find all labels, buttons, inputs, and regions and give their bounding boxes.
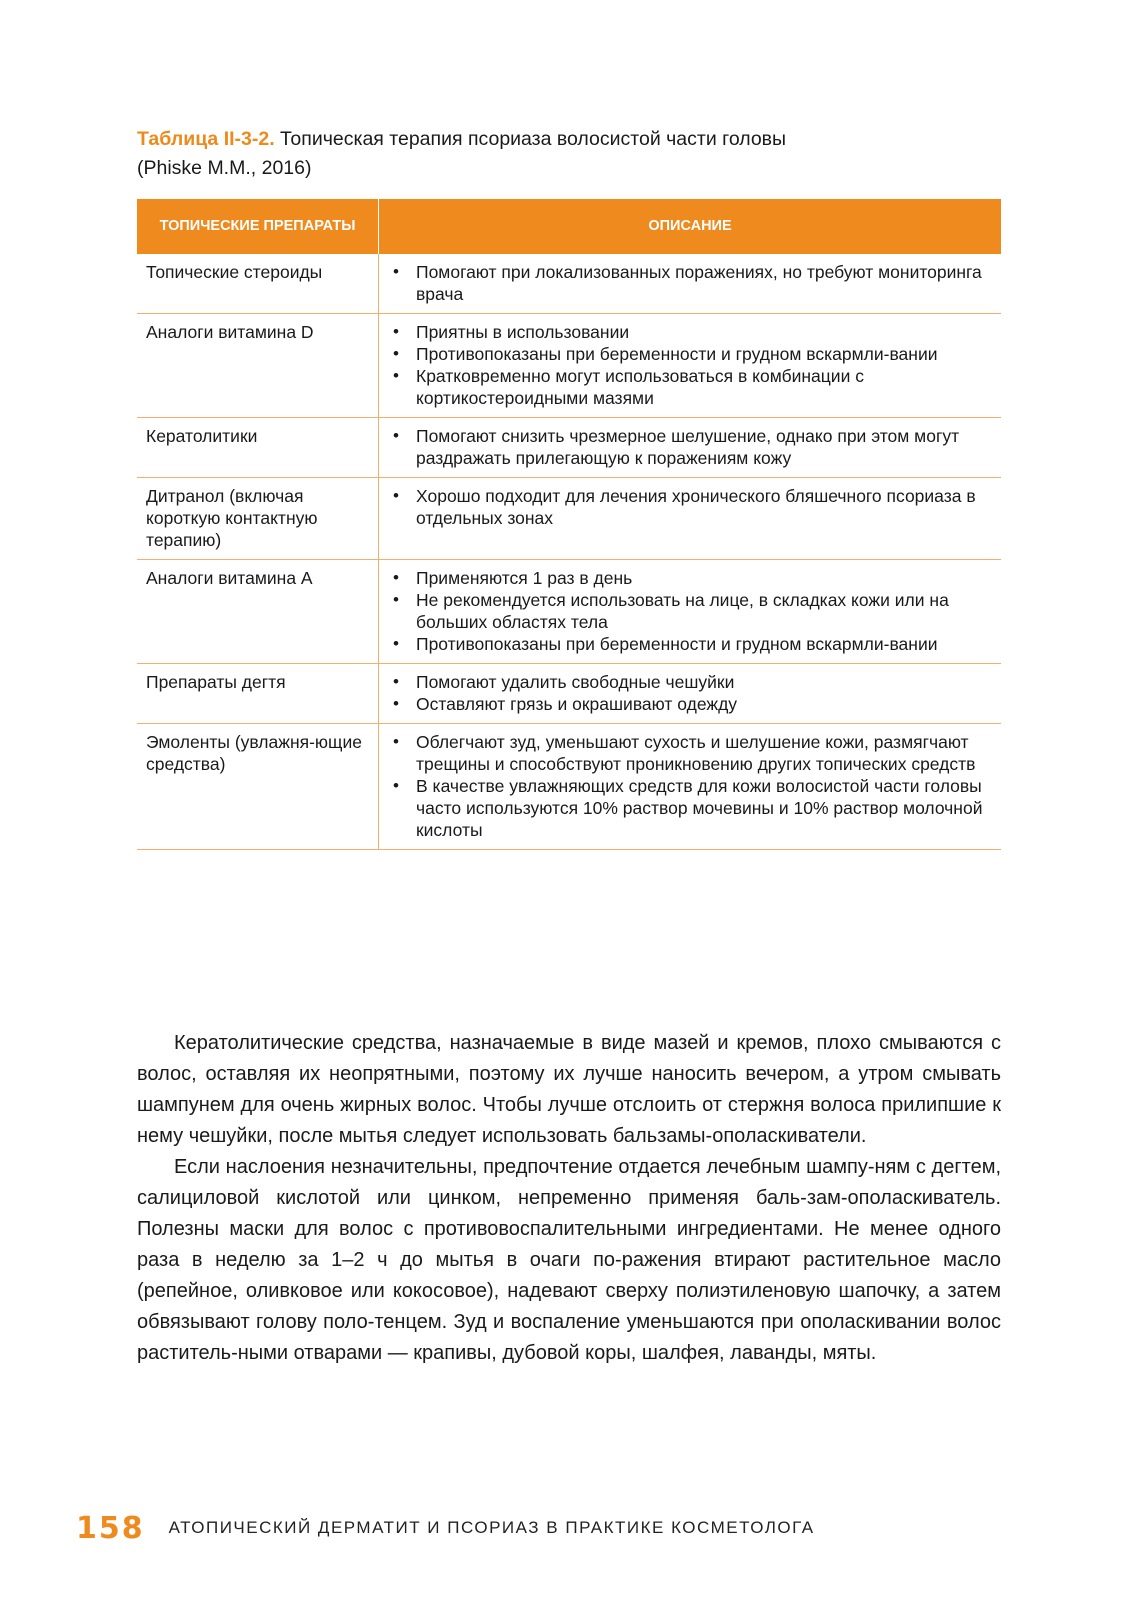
- bullet-item: • Помогают снизить чрезмерное шелушение, однако при этом могут раздражать прилегающую к поражениям кожу: [389, 425, 993, 469]
- table-source: (Phiske M.M., 2016): [137, 157, 312, 179]
- bullet-item: • Противопоказаны при беременности и грудном вскармли-вании: [389, 343, 993, 365]
- row-preparation: Эмоленты (увлажня-ющие средства): [137, 724, 379, 850]
- table-label: Таблица II-3-2.: [137, 128, 275, 150]
- row-preparation: Аналоги витамина А: [137, 560, 379, 664]
- bullet-item: • Облегчают зуд, уменьшают сухость и шелушение кожи, размягчают трещины и способствуют проникновению других топических средств: [389, 731, 993, 775]
- table-row: [137, 254, 1001, 314]
- table-title: Топическая терапия псориаза волосистой части головы: [274, 128, 787, 150]
- running-title: АТОПИЧЕСКИЙ ДЕРМАТИТ И ПСОРИАЗ В ПРАКТИКЕ КОСМЕТОЛОГА: [168, 1518, 815, 1537]
- bullet-item: • Противопоказаны при беременности и грудном вскармли-вании: [389, 633, 993, 655]
- paragraph: Кератолитические средства, назначаемые в виде мазей и кремов, плохо смываются с волос, оставляя их неопрятными, поэтому их лучше наносить вечером, а утром смывать шампунем для очень жирных волос. Чтобы лучше отслоить от стержня волоса прилипшие к нему чешуйки, после мытья следует использовать бальзамы-ополаскиватели.: [137, 1032, 1001, 1147]
- header-description: ОПИСАНИЕ: [379, 199, 1002, 254]
- row-description: [379, 418, 1002, 478]
- row-preparation: Кератолитики: [137, 418, 379, 478]
- body-text: [137, 1028, 1001, 1369]
- row-description: [379, 478, 1002, 560]
- bullet-item: • Приятны в использовании: [389, 321, 993, 343]
- bullet-item: • Хорошо подходит для лечения хронического бляшечного псориаза в отдельных зонах: [389, 485, 993, 529]
- table-row: [137, 314, 1001, 418]
- bullet-item: • Помогают при локализованных поражениях, но требуют мониторинга врача: [389, 261, 993, 305]
- bullet-item: • Не рекомендуется использовать на лице, в складках кожи или на больших областях тела: [389, 589, 993, 633]
- row-description: [379, 254, 1002, 314]
- bullet-item: • Применяются 1 раз в день: [389, 567, 993, 589]
- row-preparation: Дитранол (включая короткую контактную терапию): [137, 478, 379, 560]
- row-description: [379, 314, 1002, 418]
- row-description: [379, 560, 1002, 664]
- row-preparation: Аналоги витамина D: [137, 314, 379, 418]
- table-row: [137, 724, 1001, 850]
- row-description: [379, 724, 1002, 850]
- therapy-table: [137, 199, 1001, 850]
- page-number: 158: [76, 1510, 145, 1546]
- table-caption: [137, 125, 997, 183]
- paragraph: Если наслоения незначительны, предпочтение отдается лечебным шампу-ням с дегтем, салициловой кислотой или цинком, непременно применяя баль-зам-ополаскиватель. Полезны маски для волос с противовоспалительными ингредиентами. Не менее одного раза в неделю за 1–2 ч до мытья в очаги по-ражения втирают растительное масло (репейное, оливковое или кокосовое), надевают сверху полиэтиленовую шапочку, а затем обвязывают голову поло-тенцем. Зуд и воспаление уменьшаются при ополаскивании волос раститель-ными отварами — крапивы, дубовой коры, шалфея, лаванды, мяты.: [137, 1156, 1001, 1364]
- row-preparation: Препараты дегтя: [137, 664, 379, 724]
- table-row: [137, 418, 1001, 478]
- table-row: [137, 478, 1001, 560]
- bullet-item: • В качестве увлажняющих средств для кожи волосистой части головы часто используются 10% раствор мочевины и 10% раствор молочной кислоты: [389, 775, 993, 841]
- bullet-item: • Оставляют грязь и окрашивают одежду: [389, 693, 993, 715]
- header-preparations: ТОПИЧЕСКИЕ ПРЕПАРАТЫ: [137, 199, 379, 254]
- table-row: [137, 664, 1001, 724]
- page-footer: [76, 1508, 1056, 1548]
- table-header-row: [137, 199, 1001, 254]
- bullet-item: • Кратковременно могут использоваться в комбинации с кортикостероидными мазями: [389, 365, 993, 409]
- row-description: [379, 664, 1002, 724]
- row-preparation: Топические стероиды: [137, 254, 379, 314]
- table-row: [137, 560, 1001, 664]
- bullet-item: • Помогают удалить свободные чешуйки: [389, 671, 993, 693]
